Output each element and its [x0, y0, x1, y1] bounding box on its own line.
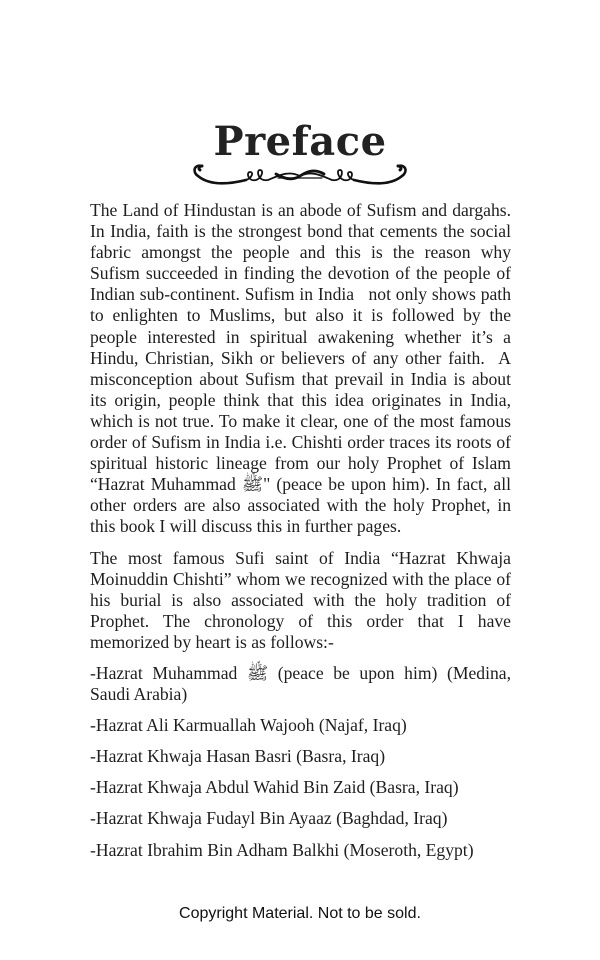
lineage-item: -Hazrat Ali Karmuallah Wajooh (Najaf, Iraq)	[90, 715, 407, 736]
lineage-item: -Hazrat Khwaja Abdul Wahid Bin Zaid (Basra, Iraq)	[90, 777, 459, 798]
preface-body	[90, 200, 511, 871]
copyright-footer: Copyright Material. Not to be sold.	[179, 905, 421, 922]
page-title: Preface	[213, 117, 387, 165]
lineage-item: -Hazrat Muhammad ﷺ (peace be upon him) (Medina, Saudi Arabia)	[90, 662, 511, 705]
lineage-item: -Hazrat Khwaja Fudayl Bin Ayaaz (Baghdad, Iraq)	[90, 808, 448, 829]
lineage-item: -Hazrat Khwaja Hasan Basri (Basra, Iraq)	[90, 746, 386, 767]
lineage-item: -Hazrat Ibrahim Bin Adham Balkhi (Moseroth, Egypt)	[90, 839, 474, 860]
decorative-flourish-icon	[190, 158, 410, 192]
paragraph-chronology-intro: The most famous Sufi saint of India “Hazrat Khwaja Moinuddin Chishti” whom we recognized with the place of his burial is also associated with the holy tradition of Prophet. The chronology of this order that I have memorized by heart is as follows:-	[90, 547, 511, 652]
paragraph-intro: The Land of Hindustan is an abode of Sufism and dargahs. In India, faith is the strongest bond that cements the social fabric amongst the people and this is the reason why Sufism succeeded in finding the devotion of the people of Indian sub-continent. Sufism in India not only shows path to enlighten to Muslims, but also it is followed by the people interested in spiritual awakening whether it’s a Hindu, Christian, Sikh or believers of any other faith. A misconception about Sufism that prevail in India is about its origin, people think that this idea originates in India, which is not true. To make it clear, one of the most famous order of Sufism in India i.e. Chishti order traces its roots of spiritual historic lineage from our holy Prophet of Islam “Hazrat Muhammad ﷺ" (peace be upon him). In fact, all other orders are also associated with the holy Prophet, in this book I will discuss this in further pages.	[90, 200, 511, 537]
